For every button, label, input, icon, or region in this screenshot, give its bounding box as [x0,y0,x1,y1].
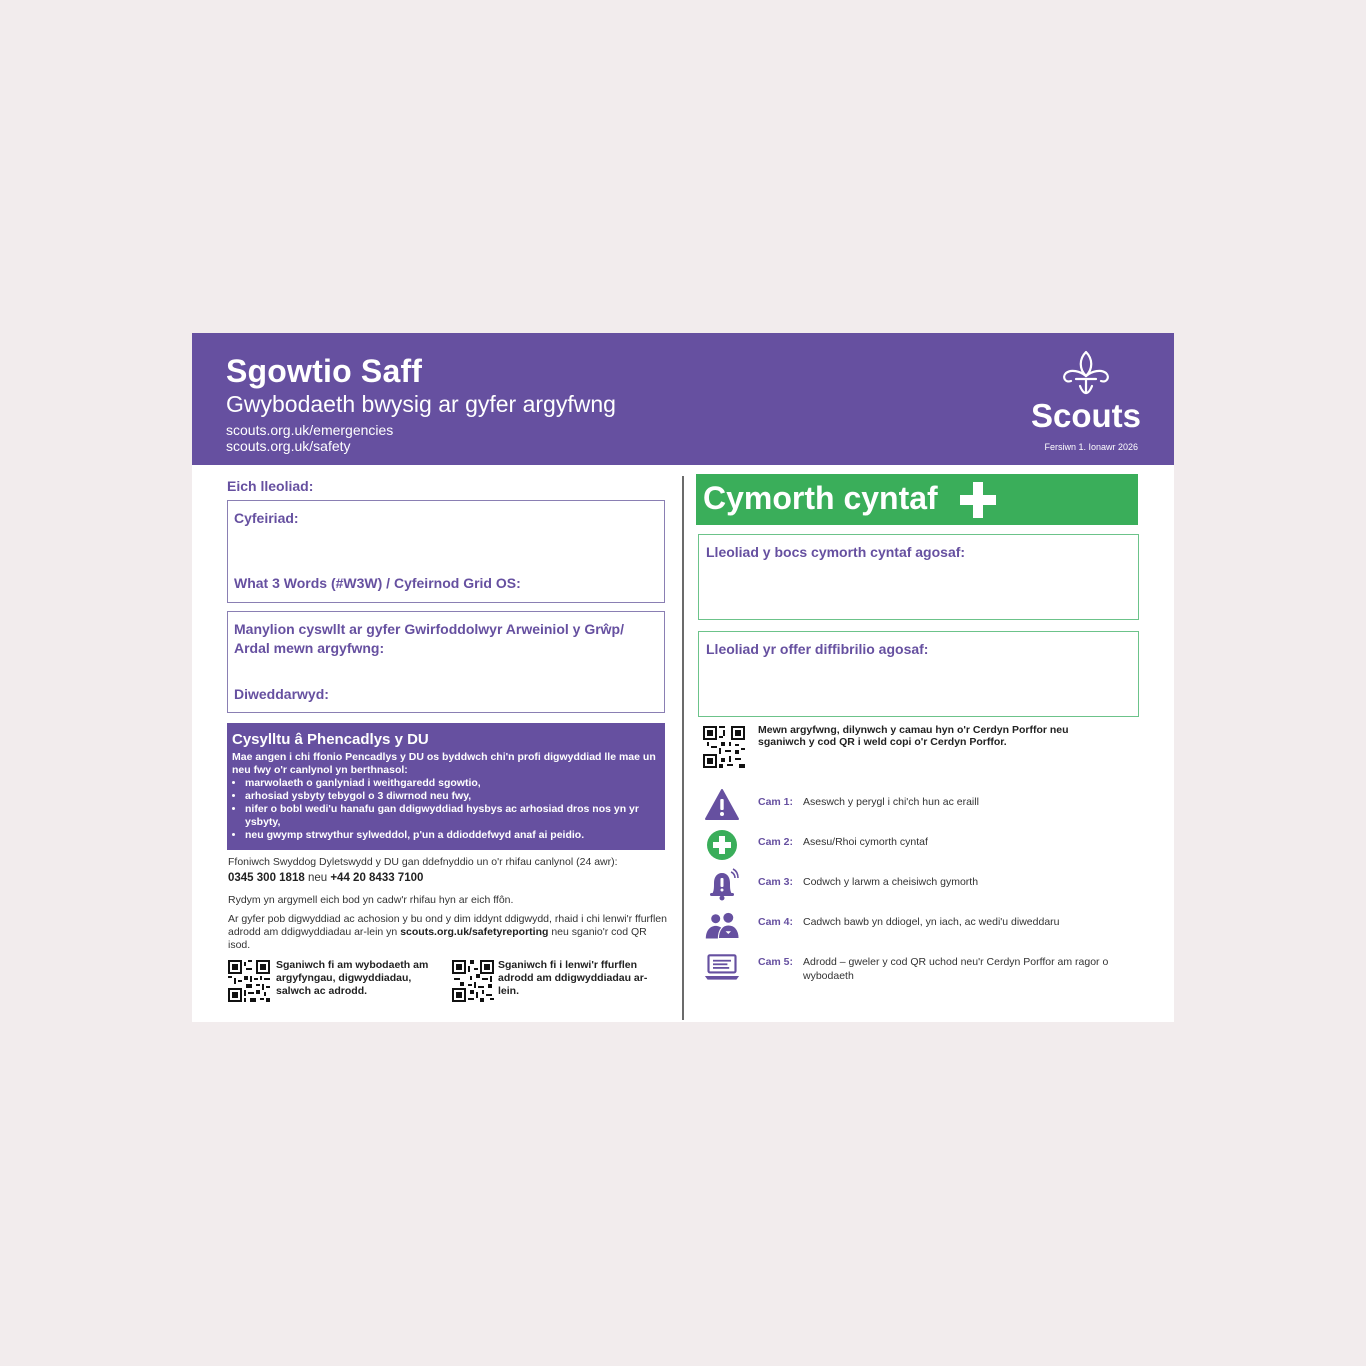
hq-criteria-list [232,777,657,842]
qr1-caption: Sganiwch fi am wybodaeth am argyfyngau, digwyddiadau, salwch ac adrodd. [276,959,429,997]
fleur-de-lis-icon [1059,349,1113,397]
step-2-text: Asesu/Rhoi cymorth cyntaf [803,836,928,848]
first-aid-banner [696,474,1138,525]
step-2-label: Cam 2: [758,836,794,848]
report-text [228,913,668,952]
emergencies-url[interactable]: scouts.org.uk/emergencies [226,422,394,438]
qr-code-icon[interactable] [703,726,745,768]
step-1-text: Aseswch y perygl i chi'ch hun ac eraill [803,796,979,808]
first-aid-box-location[interactable] [698,534,1139,620]
alarm-bell-icon [704,868,740,902]
qr-code-icon[interactable] [228,960,270,1002]
first-aid-box-label: Lleoliad y bocs cymorth cyntaf agosaf: [706,544,966,560]
duty-officer-text: Ffoniwch Swyddog Dyletswydd y DU gan ddefnyddio un o'r rhifau canlynol (24 awr): [228,856,618,868]
first-aid-title: Cymorth cyntaf [703,480,938,516]
list-item: • arhosiad ysbyty tebygol o 3 diwrnod neu fwy, [245,790,657,803]
purple-card-instructions: Mewn argyfwng, dilynwch y camau hyn o'r Cerdyn Porffor neu sganiwch y cod QR i weld copi o'r Cerdyn Porffor. [758,724,1069,748]
qr-code-icon[interactable] [452,960,494,1002]
warning-icon [704,788,740,822]
page-subtitle: Gwybodaeth bwysig ar gyfer argyfwng [226,391,616,417]
plus-icon [960,482,996,518]
address-box[interactable] [227,500,665,603]
step-4-text: Cadwch bawb yn ddiogel, yn iach, ac wedi'u diweddaru [803,916,1060,928]
qr2-caption: Sganiwch fi i lenwi'r ffurflen adrodd am ddigwyddiadau ar-lein. [498,959,648,997]
phone-or: neu [307,872,328,884]
defibrillator-location[interactable] [698,631,1139,717]
emergency-info-card [192,333,1174,1022]
keep-numbers-text: Rydym yn argymell eich bod yn cadw'r rhifau hyn ar eich ffôn. [228,894,514,906]
location-label: Eich lleoliad: [227,478,314,494]
version-label: Fersiwn 1. Ionawr 2026 [1044,442,1138,452]
step-3-text: Codwch y larwm a cheisiwch gymorth [803,876,979,888]
w3w-label: What 3 Words (#W3W) / Cyfeirnod Grid OS: [234,575,521,591]
safety-reporting-link[interactable]: scouts.org.uk/safetyreporting [400,926,549,938]
laptop-icon [704,950,740,984]
scouts-logo-text: Scouts [1030,397,1142,434]
hq-contact-panel [227,723,665,850]
step-4-label: Cam 4: [758,916,794,928]
phone-number-2[interactable]: +44 20 8433 7100 [330,872,424,884]
safety-url[interactable]: scouts.org.uk/safety [226,438,351,454]
header-banner [192,333,1174,465]
people-icon [704,908,740,942]
report-text-tail: neu sganio'r cod QR isod. [228,926,647,951]
first-aid-icon [704,828,740,862]
phone-numbers [228,872,668,885]
report-text-body: Ar gyfer pob digwyddiad ac achosion y bu ond y dim iddynt ddigwydd, rhaid i chi lenwi'r ffurflen adrodd am ddigwyddiadau ar-lein yn [228,913,667,938]
page-title: Sgowtio Saff [226,353,423,389]
step-3-label: Cam 3: [758,876,794,888]
step-1-label: Cam 1: [758,796,794,808]
column-divider [682,476,684,1020]
defibrillator-label: Lleoliad yr offer diffibrilio agosaf: [706,641,929,657]
hq-title: Cysylltu â Phencadlys y DU [232,731,429,748]
address-label: Cyfeiriad: [234,510,299,526]
step-5-text: Adrodd – gweler y cod QR uchod neu'r Cerdyn Porffor am ragor o wybodaeth [803,956,1109,982]
scouts-logo [1026,349,1146,459]
hq-intro: Mae angen i chi ffonio Pencadlys y DU os byddwch chi'n profi digwyddiad lle mae un neu fwy o'r canlynol yn berthnasol: [232,751,656,776]
contact-box[interactable] [227,611,665,713]
list-item: • neu gwymp strwythur sylweddol, p'un a ddioddefwyd anaf ai peidio. [245,829,657,842]
list-item: • marwolaeth o ganlyniad i weithgaredd sgowtio, [245,777,657,790]
phone-number-1[interactable]: 0345 300 1818 [228,872,305,884]
contact-label: Manylion cyswllt ar gyfer Gwirfoddolwyr Arweiniol y Grŵp/ Ardal mewn argyfwng: [234,621,624,656]
list-item: • nifer o bobl wedi'u hanafu gan ddigwyddiad hysbys ac arhosiad dros nos yn yr ysbyty, [245,803,657,829]
step-5-label: Cam 5: [758,956,794,968]
updated-label: Diweddarwyd: [234,686,329,702]
